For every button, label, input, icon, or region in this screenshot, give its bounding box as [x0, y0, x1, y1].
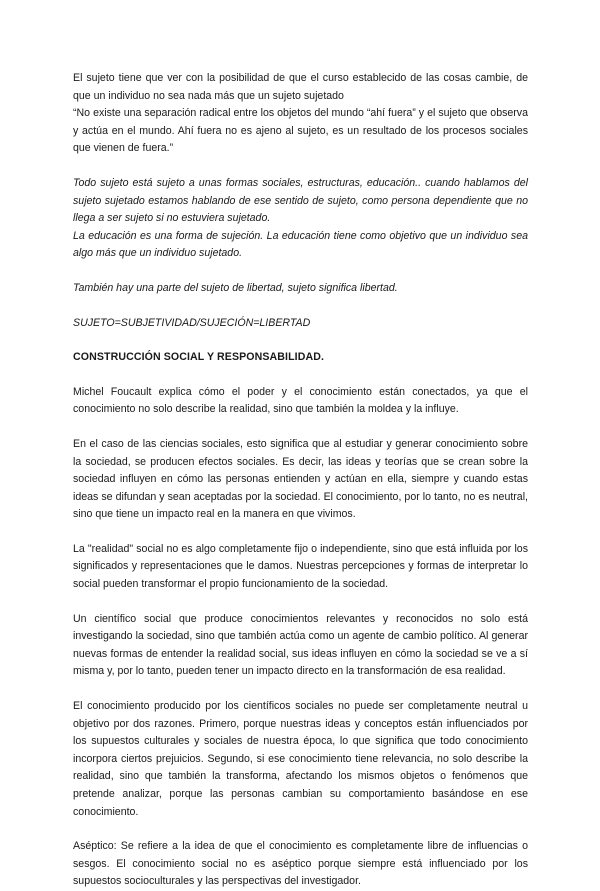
spacer [73, 681, 528, 698]
paragraph-ciencias-sociales: En el caso de las ciencias sociales, esto significa que al estudiar y generar conocimiento sobre la sociedad, se producen efectos sociales. Es decir, las ideas y teorías que se crean sobre la sociedad influyen en cómo las personas entienden y actúan en ella, siempre y cuando estas ideas se difundan y sean aceptadas por la sociedad. El conocimiento, por lo tanto, no es neutral, sino que tiene un impacto real en la manera en que vivimos. [73, 437, 528, 521]
paragraph-realidad-social: La "realidad" social no es algo completamente fijo o independiente, sino que está influida por los significados y representaciones que le damos. Nuestras percepciones y formas de interpretar lo social pueden transformar el propio funcionamiento de la sociedad. [73, 542, 528, 591]
spacer [73, 332, 528, 349]
intro-paragraph: El sujeto tiene que ver con la posibilidad de que el curso establecido de las cosas cambie, de que un individuo no sea nada más que un sujeto sujetado [73, 72, 528, 102]
intro-quote: “No existe una separación radical entre los objetos del mundo “ahí fuera” y el sujeto que observa y actúa en el mundo. Ahí fuera no es ajeno al sujeto, es un resultado de los procesos sociales que vienen de fuera.” [73, 107, 528, 155]
spacer [73, 298, 528, 315]
spacer [73, 524, 528, 541]
spacer [73, 594, 528, 611]
italic-note-sujeto: Todo sujeto está sujeto a unas formas sociales, estructuras, educación.. cuando hablamos del sujeto sujetado estamos hablando de ese sentido de sujeto, como persona dependiente que no llega a ser sujeto si no estuviera sujetado. [73, 176, 528, 225]
spacer [73, 158, 528, 175]
section-heading: CONSTRUCCIÓN SOCIAL Y RESPONSABILIDAD. [73, 351, 325, 364]
spacer [73, 419, 528, 436]
spacer [73, 821, 528, 838]
paragraph-aseptico: Aséptico: Se refiere a la idea de que el conocimiento es completamente libre de influencias o sesgos. El conocimiento social no es aséptico porque siempre está influenciado por los supuestos socioculturales y las perspectivas del investigador. [73, 840, 528, 888]
paragraph-cientifico-social: Un científico social que produce conocimientos relevantes y reconocidos no solo está investigando la sociedad, sino que también actúa como un agente de cambio político. Al generar nuevas formas de entender la realidad social, sus ideas influyen en cómo la sociedad se ve a sí misma y, por lo tanto, pueden tener un impacto directo en la transformación de esa realidad. [73, 612, 528, 678]
paragraph-foucault: Michel Foucault explica cómo el poder y el conocimiento están conectados, ya que el conocimiento no solo describe la realidad, sino que también la moldea y la influye. [73, 385, 528, 416]
spacer [73, 263, 528, 280]
paragraph-conocimiento-neutral: El conocimiento producido por los científicos sociales no puede ser completamente neutral u objetivo por dos razones. Primero, porque nuestras ideas y conceptos están influenciados por los supuestos culturales y sociales de nuestra época, lo que significa que todo conocimiento incorpora ciertos prejuicios. Segundo, si ese conocimiento tiene relevancia, no solo describe la realidad, sino que también la transforma, afectando los mismos objetos o fenómenos que pretende analizar, porque las personas cambian su comportamiento basándose en ese conocimiento. [73, 700, 528, 818]
italic-note-libertad: También hay una parte del sujeto de libertad, sujeto significa libertad. [73, 281, 398, 294]
italic-note-educacion: La educación es una forma de sujeción. La educación tiene como objetivo que un individuo sea algo más que un individuo sujetado. [73, 229, 528, 260]
document-page [73, 70, 528, 891]
italic-formula: SUJETO=SUBJETIVIDAD/SUJECIÓN=LIBERTAD [73, 316, 311, 329]
spacer [73, 367, 528, 384]
